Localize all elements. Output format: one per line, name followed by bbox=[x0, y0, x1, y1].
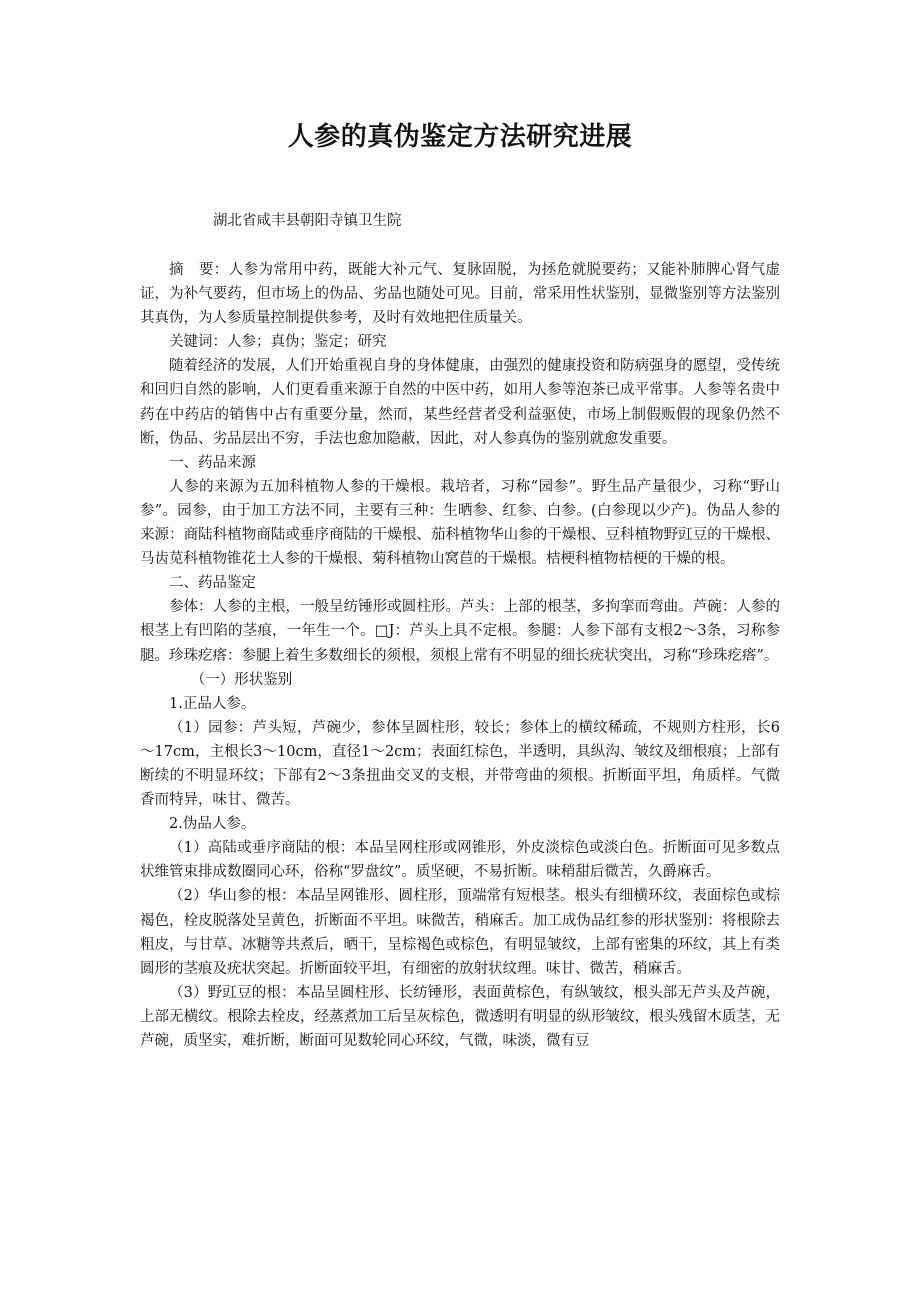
item-heading-counterfeit: 2.伪品人参。 bbox=[169, 816, 256, 833]
author-affiliation: 湖北省咸丰县朝阳寺镇卫生院 bbox=[213, 213, 402, 229]
subsection-heading-shape: （一）形状鉴别 bbox=[190, 671, 293, 688]
intro-paragraph: 随着经济的发展，人们开始重视自身的身体健康，由强烈的健康投资和防病强身的愿望，受传统和回归自然的影响，人们更看重来源于自然的中医中药，如用人参等泡茶已成平常事。人参等名贵中药在中药店的销售中占有重要分量，然而，某些经营者受利益驱使，市场上制假贩假的现象仍然不断，伪品、劣品层出不穷，手法也愈加隐蔽，因此，对人参真伪的鉴别就愈发重要。 bbox=[140, 358, 780, 447]
document-title: 人参的真伪鉴定方法研究进展 bbox=[287, 122, 633, 152]
section-heading-identification: 二、药品鉴定 bbox=[169, 575, 256, 592]
counterfeit-pokeweed-paragraph: （1）高陆或垂序商陆的根：本品呈网柱形或网锥形，外皮淡棕色或淡白色。折断面可见多数点状维管束排成数圈同心环，俗称“罗盘纹”。质坚硬，不易折断。味稍甜后微苦，久爵麻舌。 bbox=[140, 840, 780, 881]
counterfeit-wild-cowpea-paragraph: （3）野豇豆的根：本品呈圆柱形、长纺锤形，表面黄棕色，有纵皱纹，根头部无芦头及芦碗，上部无横纹。根除去栓皮，经蒸煮加工后呈灰棕色，微透明有明显的纵形皱纹，根头残留木质茎，无芦碗，质坚实，难折断，断面可见数轮同心环纹，气微，味淡，微有豆 bbox=[140, 984, 780, 1049]
genuine-garden-ginseng-paragraph: （1）园参：芦头短，芦碗少，参体呈圆柱形，较长；参体上的横纹稀疏，不规则方柱形，长6～17cm，主根长3～10cm，直径1～2cm；表面红棕色，半透明，具纵沟、皱纹及细根痕；上部有断续的不明显环纹；下部有2～3条扭曲交叉的支根，并带弯曲的须根。折断面平坦，角质样。气微香而特异，味甘、微苦。 bbox=[140, 719, 780, 809]
abstract-paragraph: 摘 要：人参为常用中药，既能大补元气、复脉固脱，为拯危就脱要药；又能补肺脾心肾气虚证，为补气要药，但市场上的伪品、劣品也随处可见。目前，常采用性状鉴别，显微鉴别等方法鉴别其真伪，为人参质量控制提供参考，及时有效地把住质量关。 bbox=[140, 262, 780, 327]
document-body bbox=[140, 258, 780, 1053]
identification-paragraph: 参体：人参的主根，一般呈纺锤形或圆柱形。芦头：上部的根茎，多拘挛而弯曲。芦碗：人参的根茎上有凹陷的茎痕，一年生一个。□J：芦头上具不定根。参腿：人参下部有支根2～3条，习称参腿。珍珠疙瘩：参腿上着生多数细长的须根，须根上常有不明显的细长疣状突出，习称“珍珠疙瘩”。 bbox=[140, 599, 780, 664]
counterfeit-huashan-paragraph: （2）华山参的根：本品呈网锥形、圆柱形，顶端常有短根茎。根头有细横环纹，表面棕色或棕褐色，栓皮脱落处呈黄色，折断面不平坦。味微苦，稍麻舌。加工成伪品红参的形状鉴别：将根除去粗皮，与甘草、冰糖等共煮后，晒干，呈棕褐色或棕色，有明显皱纹，上部有密集的环纹，其上有类圆形的茎痕及疣状突起。折断面较平坦，有细密的放射状纹理。味甘、微苦，稍麻舌。 bbox=[140, 888, 780, 977]
section-heading-source: 一、药品来源 bbox=[169, 454, 256, 471]
item-heading-genuine: 1.正品人参。 bbox=[169, 695, 256, 712]
keywords-line: 关键词：人参；真伪；鉴定；研究 bbox=[169, 334, 387, 351]
source-paragraph: 人参的来源为五加科植物人参的干燥根。栽培者，习称“园参”。野生品产量很少，习称“野山参”。园参，由于加工方法不同，主要有三种：生晒参、红参、白参。(白参现以少产)。伪品人参的来源：商陆科植物商陆或垂序商陆的干燥根、茄科植物华山参的干燥根、豆科植物野豇豆的干燥根、马齿苋科植物锥花土人参的干燥根、菊科植物山窝苣的干燥根。桔梗科植物桔梗的干燥的根。 bbox=[140, 478, 780, 568]
